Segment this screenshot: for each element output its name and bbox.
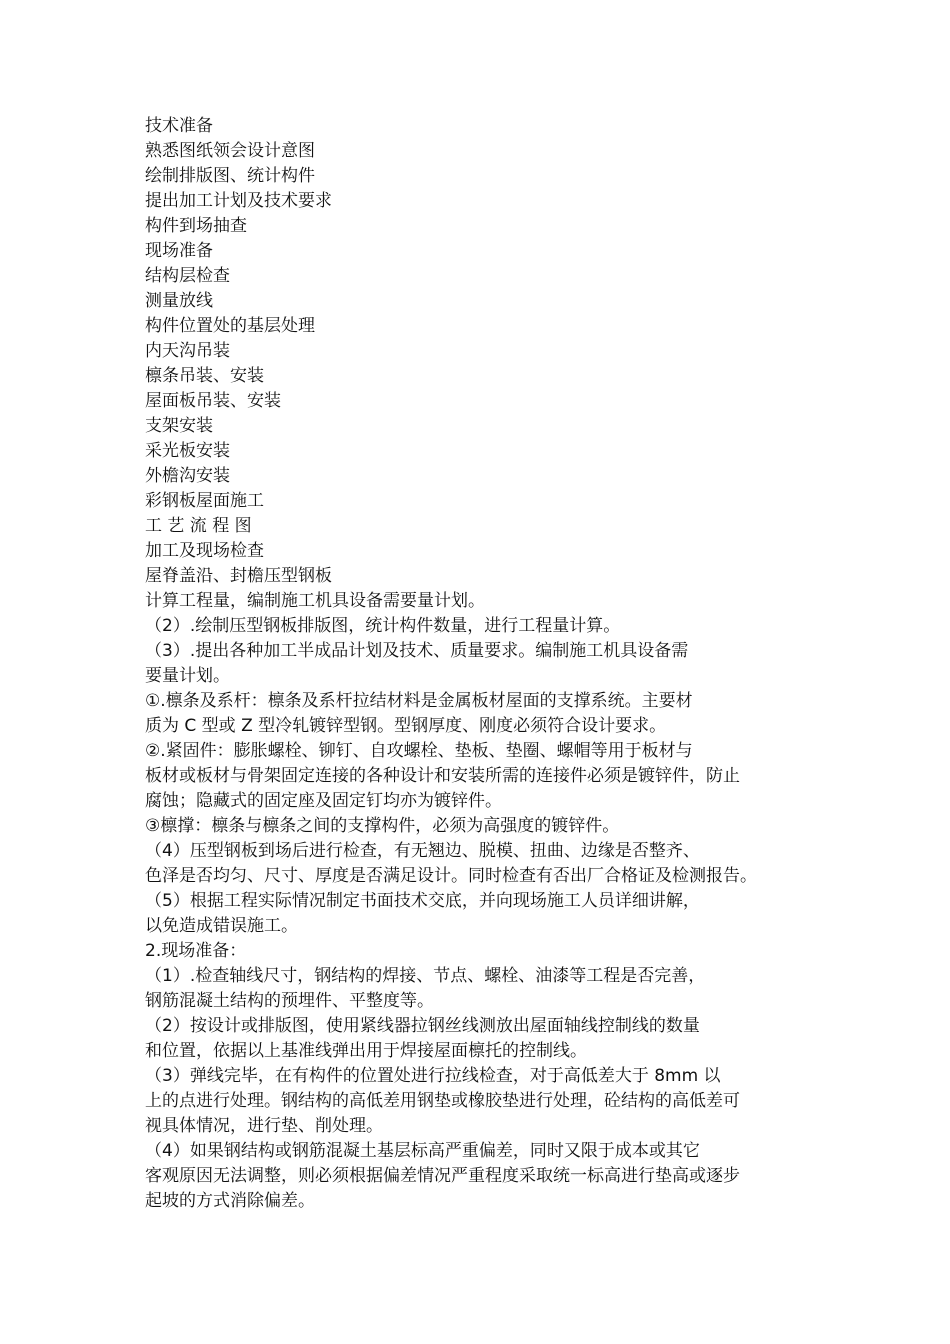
- text-line: 计算工程量，编制施工机具设备需要量计划。: [145, 591, 485, 611]
- text-line: （2）按设计或排版图，使用紧线器拉钢丝线测放出屋面轴线控制线的数量: [145, 1016, 700, 1036]
- text-line: 工 艺 流 程 图: [145, 516, 252, 536]
- text-line: 要量计划。: [145, 666, 230, 686]
- text-line: 屋脊盖沿、封檐压型钢板: [145, 566, 332, 586]
- text-line: 支架安装: [145, 416, 213, 436]
- text-line: 和位置，依据以上基准线弹出用于焊接屋面檩托的控制线。: [145, 1041, 587, 1061]
- text-line: （2）.绘制压型钢板排版图，统计构件数量，进行工程量计算。: [145, 616, 621, 636]
- text-line: 采光板安装: [145, 441, 230, 461]
- text-line: 技术准备: [145, 116, 213, 136]
- text-line: 以免造成错误施工。: [145, 916, 298, 936]
- text-line: 测量放线: [145, 291, 213, 311]
- text-line: 构件位置处的基层处理: [145, 316, 315, 336]
- text-line: 熟悉图纸领会设计意图: [145, 141, 315, 161]
- text-line: 质为 C 型或 Z 型冷轧镀锌型钢。型钢厚度、刚度必须符合设计要求。: [145, 716, 667, 736]
- text-line: 绘制排版图、统计构件: [145, 166, 315, 186]
- text-line: 视具体情况，进行垫、削处理。: [145, 1116, 383, 1136]
- text-line: 钢筋混凝土结构的预埋件、平整度等。: [145, 991, 434, 1011]
- text-line: （4）如果钢结构或钢筋混凝土基层标高严重偏差，同时又限于成本或其它: [145, 1141, 700, 1161]
- text-line: 结构层检查: [145, 266, 230, 286]
- text-line: （3）弹线完毕，在有构件的位置处进行拉线检查，对于高低差大于 8mm 以: [145, 1066, 721, 1086]
- text-line: 构件到场抽查: [145, 216, 247, 236]
- text-line: 现场准备: [145, 241, 213, 261]
- text-line: ①.檩条及系杆：檩条及系杆拉结材料是金属板材屋面的支撑系统。主要材: [145, 691, 693, 711]
- text-line: （4）压型钢板到场后进行检查，有无翘边、脱模、扭曲、边缘是否整齐、: [145, 841, 700, 861]
- text-line: 板材或板材与骨架固定连接的各种设计和安装所需的连接件必须是镀锌件，防止: [145, 766, 740, 786]
- text-line: ②.紧固件：膨胀螺栓、铆钉、自攻螺栓、垫板、垫圈、螺帽等用于板材与: [145, 741, 693, 761]
- text-line: 屋面板吊装、安装: [145, 391, 281, 411]
- text-line: 色泽是否均匀、尺寸、厚度是否满足设计。同时检查有否出厂合格证及检测报告。: [145, 866, 757, 886]
- text-line: 上的点进行处理。钢结构的高低差用钢垫或橡胶垫进行处理，砼结构的高低差可: [145, 1091, 740, 1111]
- text-line: 彩钢板屋面施工: [145, 491, 264, 511]
- text-line: 2.现场准备：: [145, 941, 247, 961]
- text-line: 外檐沟安装: [145, 466, 230, 486]
- document-body: [145, 114, 815, 1214]
- text-line: （5）根据工程实际情况制定书面技术交底，并向现场施工人员详细讲解，: [145, 891, 700, 911]
- text-line: 加工及现场检查: [145, 541, 264, 561]
- text-line: 客观原因无法调整，则必须根据偏差情况严重程度采取统一标高进行垫高或逐步: [145, 1166, 740, 1186]
- text-line: （3）.提出各种加工半成品计划及技术、质量要求。编制施工机具设备需: [145, 641, 689, 661]
- text-line: 檩条吊装、安装: [145, 366, 264, 386]
- text-line: （1）.检查轴线尺寸，钢结构的焊接、节点、螺栓、油漆等工程是否完善，: [145, 966, 706, 986]
- text-line: 内天沟吊装: [145, 341, 230, 361]
- text-line: 起坡的方式消除偏差。: [145, 1191, 315, 1211]
- text-line: 提出加工计划及技术要求: [145, 191, 332, 211]
- text-line: ③檩撑：檩条与檩条之间的支撑构件，必须为高强度的镀锌件。: [145, 816, 620, 836]
- text-line: 腐蚀；隐藏式的固定座及固定钉均亦为镀锌件。: [145, 791, 502, 811]
